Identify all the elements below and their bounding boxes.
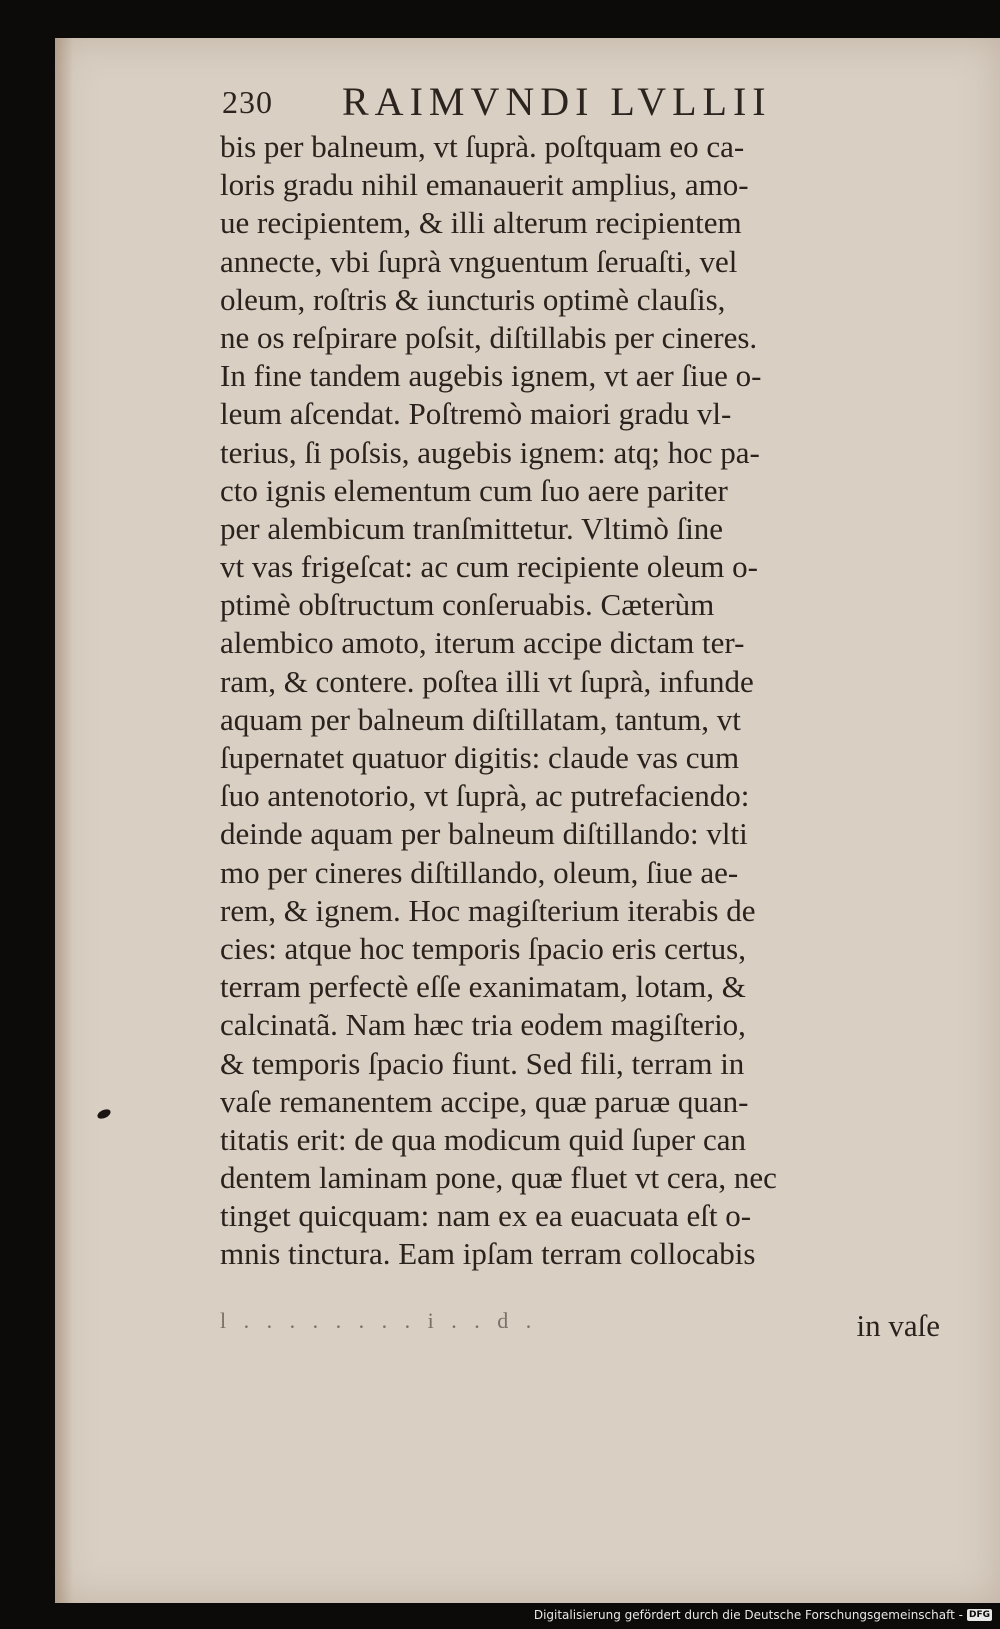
- text-line: vt vas frigeſcat: ac cum recipiente oleum o-: [220, 549, 758, 585]
- text-line: In fine tandem augebis ignem, vt aer ſiue o-: [220, 358, 762, 394]
- text-line: & temporis ſpacio fiunt. Sed fili, terram in: [220, 1045, 745, 1081]
- text-line: ſupernatet quatuor digitis: claude vas cum: [220, 740, 740, 775]
- page-header: [222, 78, 842, 128]
- text-line: titatis erit: de qua modicum quid ſuper can: [220, 1121, 747, 1157]
- text-line: cto ignis elementum cum ſuo aere pariter: [220, 472, 728, 508]
- page-number: 230: [222, 84, 273, 120]
- faint-marks: l . . . . . . . . i . . d .: [220, 1308, 538, 1333]
- text-line: tinget quicquam: nam ex ea euacuata eſt o-: [220, 1198, 752, 1234]
- text-line: ſuo antenotorio, vt ſuprà, ac putrefaciendo:: [220, 778, 750, 814]
- running-title: RAIMVNDI LVLLII: [342, 79, 772, 124]
- text-line: bis per balneum, vt ſuprà. poſtquam eo ca-: [220, 129, 745, 164]
- text-line: rem, & ignem. Hoc magiſterium iterabis de: [220, 892, 756, 928]
- text-line: loris gradu nihil emanauerit amplius, amo-: [220, 167, 749, 203]
- digitization-footer: [534, 1605, 992, 1625]
- text-line: alembico amoto, iterum accipe dictam ter-: [220, 625, 745, 661]
- text-line: ptimè obſtructum conſeruabis. Cæterùm: [220, 587, 715, 623]
- text-line: cies: atque hoc temporis ſpacio eris certus,: [220, 930, 746, 966]
- text-line: per alembicum tranſmittetur. Vltimò ſine: [220, 510, 724, 546]
- text-line: mo per cineres diſtillando, oleum, ſiue ae-: [220, 854, 739, 890]
- page-gutter-shadow: [55, 38, 73, 1603]
- text-line: ram, & contere. poſtea illi vt ſuprà, infunde: [220, 663, 754, 699]
- text-line: terram perfectè eſſe exanimatam, lotam, &: [220, 969, 746, 1005]
- text-line: deinde aquam per balneum diſtillando: vlti: [220, 816, 748, 852]
- text-line: terius, ſi poſsis, augebis ignem: atq; hoc pa-: [220, 434, 760, 470]
- text-line: dentem laminam pone, quæ fluet vt cera, nec: [220, 1160, 777, 1196]
- text-line: vaſe remanentem accipe, quæ paruæ quan-: [220, 1083, 749, 1119]
- dfg-logo: DFG: [968, 1610, 990, 1620]
- text-line: calcinatã. Nam hæc tria eodem magiſterio,: [220, 1007, 746, 1043]
- footer-credit: Digitalisierung gefördert durch die Deutsche Forschungsgemeinschaft -: [533, 1608, 963, 1622]
- body-text: [220, 128, 940, 1274]
- text-line: mnis tinctura. Eam ipſam terram collocabis: [220, 1236, 756, 1272]
- text-line: aquam per balneum diſtillatam, tantum, vt: [220, 701, 741, 737]
- text-line: annecte, vbi ſuprà vnguentum ſeruaſti, vel: [220, 243, 738, 279]
- text-line: oleum, roſtris & iuncturis optimè clauſis,: [220, 281, 726, 317]
- catchword: in vaſe: [856, 1308, 940, 1343]
- text-line: ue recipientem, & illi alterum recipientem: [220, 205, 742, 241]
- catchword-row: [220, 1308, 940, 1348]
- text-line: ne os reſpirare poſsit, diſtillabis per cineres.: [220, 319, 758, 355]
- text-line: leum aſcendat. Poſtremò maiori gradu vl-: [220, 396, 732, 432]
